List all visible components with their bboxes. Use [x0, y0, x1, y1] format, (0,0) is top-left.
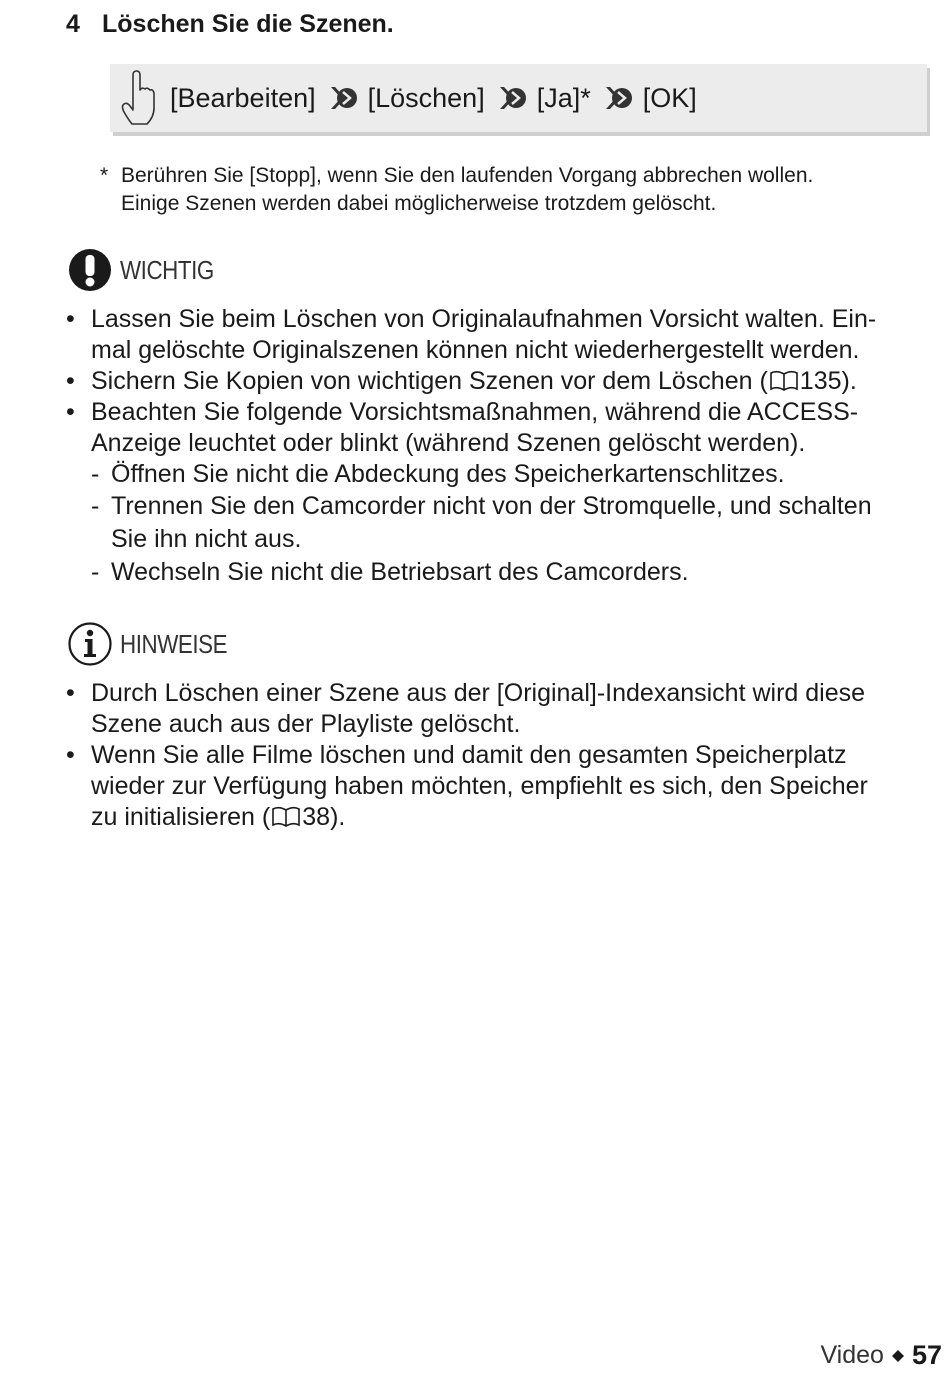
list-item: • Beachten Sie folgende Vorsichtsmaßnahmen, während die ACCESS- Anzeige leuchtet oder blinkt (während Szenen gelöscht werden). - Öffnen Sie nicht die Abdeckung des Speicherkartenschlitzes. - Trennen Sie den Camcorder nicht von der Stromquelle, und schalten Sie ihn nicht aus. - Wechseln Sie nicht die Betriebsart des Camcorders.	[66, 397, 936, 589]
operation-item: [OK]	[642, 82, 697, 113]
page-number: 57	[911, 1340, 942, 1370]
footnote	[100, 162, 900, 218]
hinweise-heading	[68, 622, 245, 666]
double-chevron-right-icon	[603, 83, 633, 113]
sub-list-item: - Wechseln Sie nicht die Betriebsart des Camcorders.	[91, 558, 689, 586]
page-reference[interactable]: 38	[302, 803, 331, 831]
list-item: • Sichern Sie Kopien von wichtigen Szenen vor dem Löschen ( 135).	[66, 367, 857, 395]
footnote-mark: *	[100, 164, 109, 187]
operation-item: [Löschen]	[367, 82, 485, 113]
sub-list-item: - Öffnen Sie nicht die Abdeckung des Speicherkartenschlitzes.	[91, 460, 785, 488]
operation-item: [Bearbeiten]	[170, 82, 316, 113]
operation-item: [Ja]*	[536, 82, 591, 113]
footnote-line: Berühren Sie [Stopp], wenn Sie den laufenden Vorgang abbrechen wollen.	[121, 164, 814, 187]
book-reference-icon	[769, 370, 799, 392]
operation-path	[110, 64, 927, 132]
section-heading-label: WICHTIG	[120, 254, 214, 285]
diamond-icon	[892, 1350, 904, 1362]
wichtig-heading	[68, 248, 229, 292]
list-item: • Durch Löschen einer Szene aus der [Original]-Indexansicht wird diese Szene auch aus der Playliste gelöscht.	[66, 679, 866, 738]
page-reference[interactable]: 135	[799, 367, 842, 395]
step-number: 4	[66, 10, 80, 38]
info-icon	[68, 622, 112, 666]
footer-section: Video	[820, 1341, 884, 1369]
step-heading	[66, 10, 394, 39]
page-footer	[820, 1340, 942, 1371]
double-chevron-right-icon	[497, 83, 527, 113]
sub-list-item: - Trennen Sie den Camcorder nicht von der Stromquelle, und schalten Sie ihn nicht aus.	[91, 492, 872, 553]
book-reference-icon	[271, 806, 301, 828]
exclamation-icon	[68, 248, 112, 292]
hinweise-list	[66, 678, 936, 833]
wichtig-list	[66, 304, 936, 589]
list-item: • Wenn Sie alle Filme löschen und damit den gesamten Speicherplatz wieder zur Verfügung haben möchten, empfiehlt es sich, den Speicher zu initialisieren ( 38).	[66, 741, 868, 831]
touch-hand-icon	[120, 70, 156, 126]
footnote-line: Einige Szenen werden dabei möglicherweise trotzdem gelöscht.	[121, 192, 717, 215]
list-item: • Lassen Sie beim Löschen von Originalaufnahmen Vorsicht walten. Ein- mal gelöschte Originalszenen können nicht wiederhergestellt werden.	[66, 305, 877, 364]
step-title: Löschen Sie die Szenen.	[102, 10, 394, 38]
section-heading-label: HINWEISE	[120, 628, 228, 659]
double-chevron-right-icon	[328, 83, 358, 113]
